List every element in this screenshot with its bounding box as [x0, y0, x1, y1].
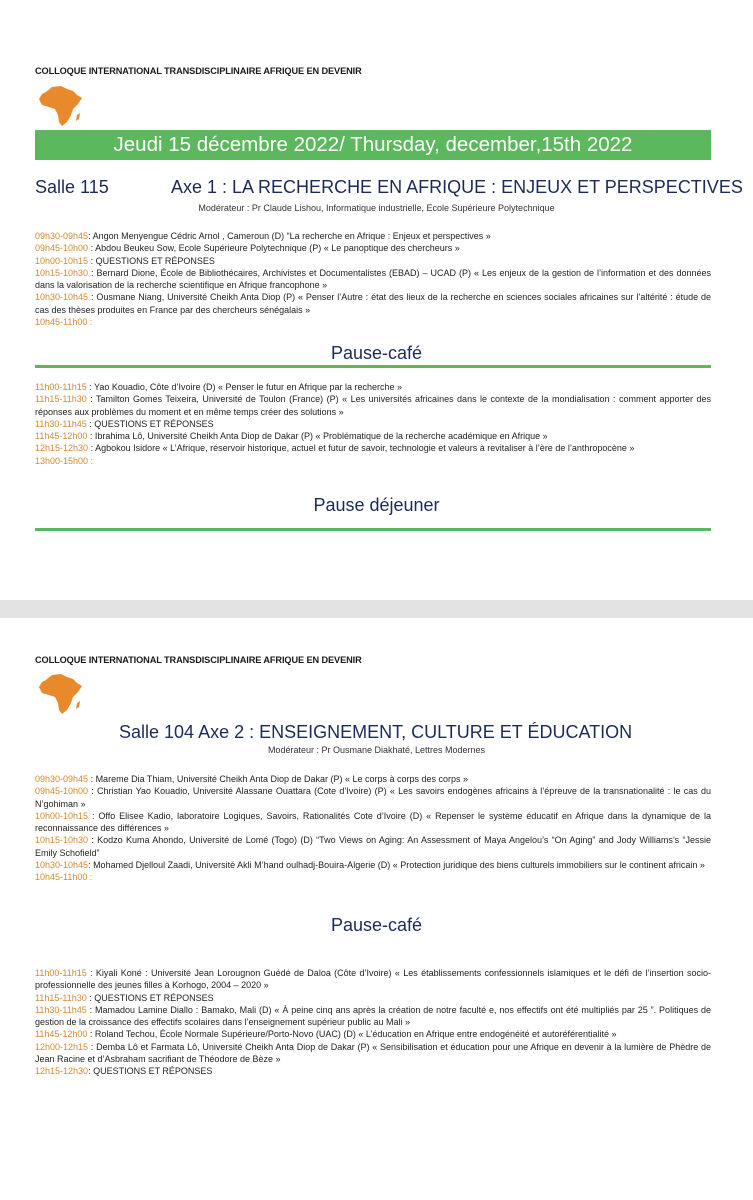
schedule-item: 10h30-10h45 : Ousmane Niang, Université Cheikh Anta Diop (P) « Penser l’Autre : état des lieux de la recherche en sciences sociales africaines sur l’altérité : étude de cas des thèses produites en France par des chercheurs sénégalais »: [35, 292, 711, 315]
lunch-break-heading: Pause déjeuner: [313, 495, 440, 515]
midday-schedule: [35, 967, 711, 1078]
schedule-item: 10h30-10h45: Mohamed Djelloul Zaadi, Université Akli M’hand oulhadj-Bouira-Algerie (D) « Protection juridique des biens culturels immobiliers sur le continent africain »: [35, 860, 705, 871]
moderator-line: Modérateur : Pr Claude Lishou, Informatique industrielle, Ecole Supérieure Polytechnique: [198, 203, 555, 213]
schedule-item: 10h45-11h00 :: [35, 317, 93, 328]
axis-title: Axe 1 : LA RECHERCHE EN AFRIQUE : ENJEUX ET PERSPECTIVES: [171, 177, 743, 197]
schedule-item: 12h15-12h30: QUESTIONS ET RÉPONSES: [35, 1066, 213, 1077]
session-title: Salle 104 Axe 2 : ENSEIGNEMENT, CULTURE ET ÉDUCATION: [119, 722, 633, 742]
schedule-item: 13h00-15h00 :: [35, 455, 94, 466]
schedule-item: 09h45-10h00 : Christian Yao Kouadio, Université Alassane Ouattara (Cote d’Ivoire) (P) « Les savoirs endogènes africains à l’épreuve de la transnationalité : le cas du N’gohiman »: [35, 786, 711, 809]
moderator-line: Modérateur : Pr Ousmane Diakhaté, Lettres Modernes: [267, 745, 486, 755]
colloquium-header: COLLOQUE INTERNATIONAL TRANSDISCIPLINAIRE AFRIQUE EN DEVENIR: [35, 66, 362, 76]
schedule-item: 11h30-11h45 : Mamadou Lamine Diallo : Bamako, Mali (D) « À peine cinq ans après la création de notre faculté e, nos effectifs ont été multipliés par 25 ”. Politiques de gestion de la croissance des effectifs scolaires dans l’enseignement supérieur public au Mali »: [35, 1004, 711, 1028]
green-divider: [35, 528, 711, 531]
program-page-2: [0, 618, 753, 1200]
schedule-item: 12h00-12h15 : Demba Lô et Farmata Lô, Université Cheikh Anta Diop de Dakar (P) « Sensibilisation et éducation pour une Afrique en devenir à la lumière de Phèdre de Jean Racine et d’Asbraham sacrifiant de Théodore de Bèze »: [35, 1041, 711, 1065]
green-divider: [35, 365, 711, 368]
schedule-item: 12h15-12h30 : Agbokou Isidore « L’Afrique, réservoir historique, actuel et futur de savoir, technologie et valeurs à revitaliser à l’ère de l’anthropocène »: [35, 443, 635, 454]
morning-schedule: [35, 773, 711, 884]
room-label: Salle 115: [35, 177, 109, 197]
schedule-item: 11h15-11h30 : Tamilton Gomes Teixeira, Université de Toulon (France) (P) « Les universités africaines dans le contexte de la mondialisation : comment apporter des réponses aux problèmes du moment et en même temps créer des solutions »: [35, 394, 711, 417]
colloquium-header: COLLOQUE INTERNATIONAL TRANSDISCIPLINAIRE AFRIQUE EN DEVENIR: [35, 655, 362, 665]
schedule-item: 11h00-11h15 : Yao Kouadio, Côte d’Ivoire (D) « Penser le futur en Afrique par la recherche »: [35, 382, 403, 392]
schedule-item: 09h30-09h45 : Mareme Dia Thiam, Université Cheikh Anta Diop de Dakar (P) « Le corps à corps des corps »: [35, 774, 469, 784]
schedule-item: 10h45-11h00 :: [35, 872, 93, 883]
schedule-item: 10h00-10h15 : QUESTIONS ET RÉPONSES: [35, 255, 215, 266]
schedule-item: 10h15-10h30 : Kodzo Kuma Ahondo, Université de Lomé (Togo) (D) “Two Views on Aging: An Assessment of Maya Angelou’s “On Aging” and Jody Williams’s “Jessie Emily Schofield”: [35, 835, 711, 858]
schedule-item: 09h45-10h00 : Abdou Beukeu Sow, Ecole Supérieure Polytechnique (P) « Le panoptique des chercheurs »: [35, 243, 460, 254]
schedule-item: 11h45-12h00 : Roland Techou, École Normale Supérieure/Porto-Novo (UAC) (D) « L’éducation en Afrique entre endogénéité et autoréférentialité »: [35, 1029, 617, 1040]
schedule-item: 11h00-11h15 : Kiyali Koné : Université Jean Lorougnon Guédé de Daloa (Côte d’Ivoire) « Les établissements confessionnels islamiques et le défi de l’insertion socio-professionnelle des jeunes filles à Korhogo, 2004 – 2020 »: [35, 968, 711, 991]
schedule-item: 09h30-09h45: Angon Menyengue Cédric Arnol , Cameroun (D) “La recherche en Afrique : Enjeux et perspectives »: [35, 231, 491, 241]
schedule-item: 11h15-11h30 : QUESTIONS ET RÉPONSES: [35, 992, 214, 1003]
schedule-item: 10h00-10h15 : Offo Elisee Kadio, laboratoire Logiques, Savoirs, Rationalités Cote d’Ivoire (D) « Repenser le système éducatif en Afrique dans la dynamique de la reconnaissance des différences »: [35, 810, 711, 834]
schedule-item: 11h45-12h00 : Ibrahima Lô, Université Cheikh Anta Diop de Dakar (P) « Problématique de la recherche académique en Afrique »: [35, 431, 548, 442]
date-banner: Jeudi 15 décembre 2022/ Thursday, december,15th 2022: [35, 130, 711, 160]
africa-map-logo: [37, 670, 85, 716]
midday-schedule: [35, 381, 711, 467]
coffee-break-heading: Pause-café: [330, 343, 423, 363]
schedule-item: 10h15-10h30 : Bernard Dione, École de Bibliothécaires, Archivistes et Documentalistes (EBAD) – UCAD (P) « Les enjeux de la gestion de l’information et des données dans la valorisation de la recherche scientifique en Afrique francophone »: [35, 267, 711, 291]
africa-map-logo: [37, 82, 85, 128]
schedule-item: 11h30-11h45 : QUESTIONS ET RÉPONSES: [35, 418, 214, 429]
coffee-break-heading: Pause-café: [330, 915, 423, 935]
morning-schedule: [35, 230, 711, 328]
